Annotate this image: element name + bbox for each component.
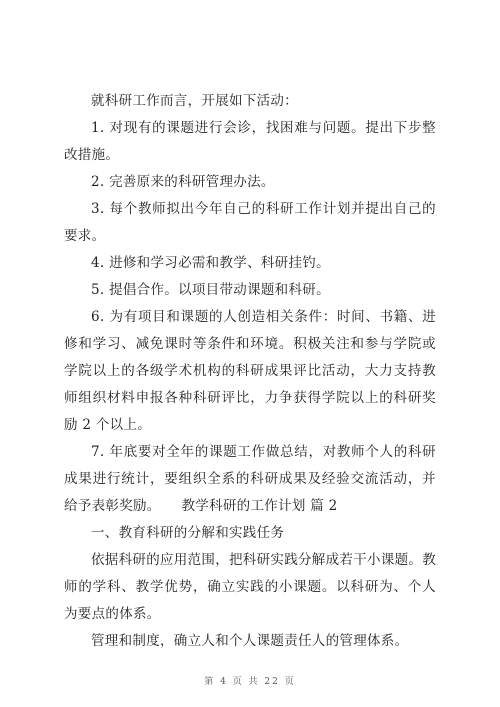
- paragraph-item-3: 3. 每个教师拟出今年自己的科研工作计划并提出自己的要求。: [64, 201, 436, 244]
- paragraph-item-2: 2. 完善原来的科研管理办法。: [91, 174, 275, 190]
- page-number-footer: 第 4 页 共 22 页: [204, 677, 296, 687]
- paragraph-item-1: 1. 对现有的课题进行会诊，找困难与问题。提出下步整改措施。: [64, 120, 436, 163]
- paragraph-item-7: 7. 年底要对全年的课题工作做总结，对教师个人的科研成果进行统计，要组织全系的科研成果及经验交流活动，并给予表彰奖励。 教学科研的工作计划 篇 2: [64, 444, 436, 514]
- paragraph-item-5: 5. 提倡合作。以项目带动课题和科研。: [91, 282, 330, 298]
- paragraph-item-6: 6. 为有项目和课题的人创造相关条件：时间、书籍、进修和学习、减免课时等条件和环境。积极关注和参与学院或学院以上的各级学术机构的科研成果评比活动，大力支持教师组织材料申报各种科研评比，力争获得学院以上的科研奖励 2 个以上。: [64, 309, 436, 433]
- paragraph-management: 管理和制度，确立人和个人课题责任人的管理体系。: [91, 633, 409, 649]
- section-heading: 一、教育科研的分解和实践任务: [91, 525, 285, 541]
- paragraph-item-4: 4. 进修和学习必需和教学、科研挂钓。: [91, 255, 330, 271]
- paragraph-decomposition: 依据科研的应用范围，把科研实践分解成若干小课题。教师的学科、教学优势，确立实践的小课题。以科研为、个人为要点的体系。: [64, 552, 436, 622]
- paragraph-intro: 就科研工作而言，开展如下活动：: [91, 93, 298, 109]
- document-body: [64, 88, 436, 655]
